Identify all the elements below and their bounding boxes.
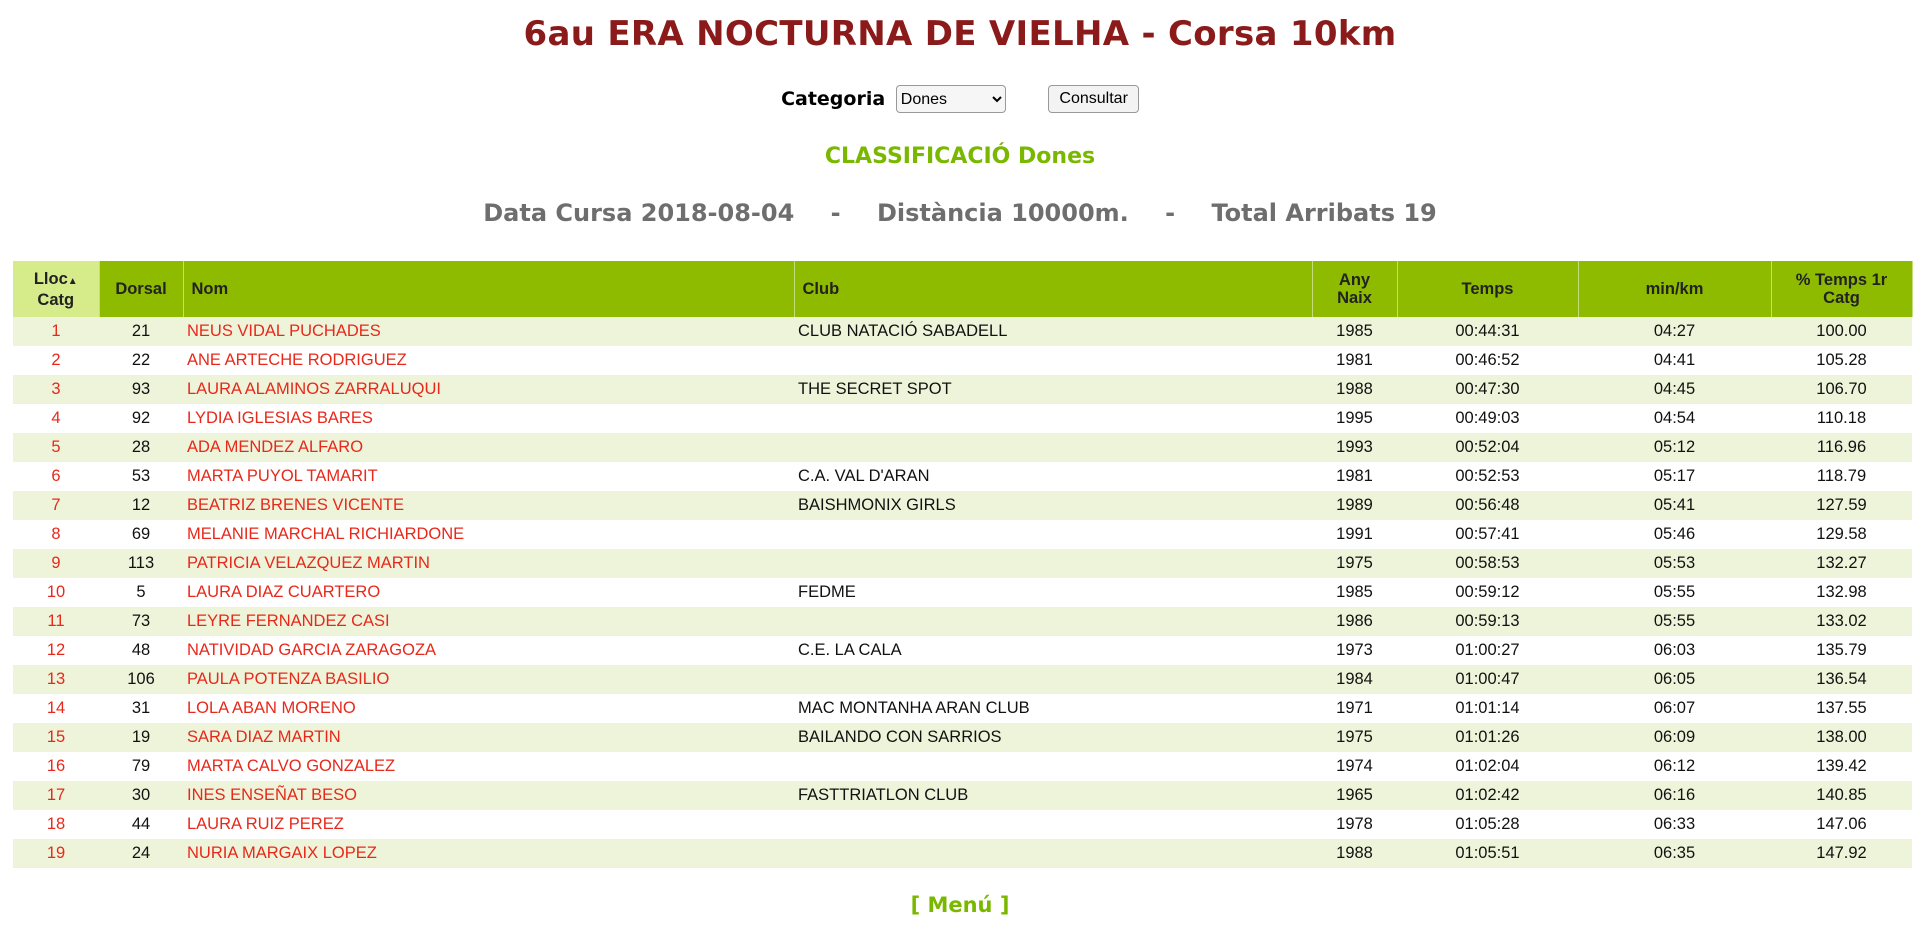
sort-ascending-icon: ▲ (67, 275, 78, 287)
cell-pace: 05:55 (1578, 607, 1771, 636)
cell-position[interactable]: 3 (13, 375, 99, 404)
cell-time: 00:46:52 (1397, 346, 1578, 375)
cell-dorsal: 73 (99, 607, 183, 636)
cell-time: 00:44:31 (1397, 317, 1578, 346)
cell-name[interactable]: LAURA RUIZ PEREZ (183, 810, 794, 839)
cell-dorsal: 30 (99, 781, 183, 810)
header-nom[interactable]: Nom (183, 261, 794, 317)
cell-time: 00:52:53 (1397, 462, 1578, 491)
header-club[interactable]: Club (794, 261, 1312, 317)
cell-pace: 04:27 (1578, 317, 1771, 346)
cell-birth-year: 1971 (1312, 694, 1397, 723)
cell-club (794, 520, 1312, 549)
cell-dorsal: 106 (99, 665, 183, 694)
cell-position[interactable]: 1 (13, 317, 99, 346)
cell-birth-year: 1989 (1312, 491, 1397, 520)
cell-club: CLUB NATACIÓ SABADELL (794, 317, 1312, 346)
results-table (13, 261, 1913, 868)
header-lloc-text: Lloc (33, 269, 68, 288)
cell-time: 01:00:47 (1397, 665, 1578, 694)
cell-dorsal: 19 (99, 723, 183, 752)
cell-pct-time: 138.00 (1771, 723, 1912, 752)
cell-name[interactable]: ANE ARTECHE RODRIGUEZ (183, 346, 794, 375)
cell-name[interactable]: LOLA ABAN MORENO (183, 694, 794, 723)
table-row (13, 317, 1912, 346)
cell-pct-time: 139.42 (1771, 752, 1912, 781)
table-row (13, 607, 1912, 636)
cell-pace: 04:41 (1578, 346, 1771, 375)
cell-birth-year: 1974 (1312, 752, 1397, 781)
cell-club: C.A. VAL D'ARAN (794, 462, 1312, 491)
cell-time: 00:57:41 (1397, 520, 1578, 549)
separator: - (1165, 199, 1176, 227)
cell-dorsal: 12 (99, 491, 183, 520)
cell-time: 01:05:51 (1397, 839, 1578, 868)
cell-position[interactable]: 14 (13, 694, 99, 723)
cell-dorsal: 31 (99, 694, 183, 723)
cell-name[interactable]: LEYRE FERNANDEZ CASI (183, 607, 794, 636)
cell-pace: 05:55 (1578, 578, 1771, 607)
cell-club (794, 607, 1312, 636)
menu-link[interactable]: [ Menú ] (910, 893, 1010, 917)
cell-pace: 05:12 (1578, 433, 1771, 462)
header-lloc-catg[interactable] (13, 261, 99, 317)
cell-position[interactable]: 7 (13, 491, 99, 520)
cell-name[interactable]: NEUS VIDAL PUCHADES (183, 317, 794, 346)
results-body (13, 317, 1912, 868)
cell-position[interactable]: 19 (13, 839, 99, 868)
table-row (13, 491, 1912, 520)
cell-pct-time: 135.79 (1771, 636, 1912, 665)
cell-club (794, 549, 1312, 578)
cell-position[interactable]: 6 (13, 462, 99, 491)
cell-position[interactable]: 15 (13, 723, 99, 752)
cell-birth-year: 1981 (1312, 462, 1397, 491)
cell-pct-time: 116.96 (1771, 433, 1912, 462)
cell-pct-time: 136.54 (1771, 665, 1912, 694)
cell-dorsal: 113 (99, 549, 183, 578)
table-row (13, 665, 1912, 694)
cell-pct-time: 147.92 (1771, 839, 1912, 868)
cell-time: 00:47:30 (1397, 375, 1578, 404)
cell-pct-time: 118.79 (1771, 462, 1912, 491)
cell-time: 00:58:53 (1397, 549, 1578, 578)
cell-club: FASTTRIATLON CLUB (794, 781, 1312, 810)
header-pct-catg-text: Catg (1823, 289, 1860, 307)
cell-birth-year: 1978 (1312, 810, 1397, 839)
cell-pace: 05:41 (1578, 491, 1771, 520)
cell-position[interactable]: 18 (13, 810, 99, 839)
table-row (13, 578, 1912, 607)
cell-name[interactable]: PATRICIA VELAZQUEZ MARTIN (183, 549, 794, 578)
cell-club (794, 752, 1312, 781)
cell-time: 01:01:14 (1397, 694, 1578, 723)
cell-time: 00:49:03 (1397, 404, 1578, 433)
cell-pace: 06:33 (1578, 810, 1771, 839)
consultar-button[interactable]: Consultar (1048, 85, 1138, 113)
cell-birth-year: 1991 (1312, 520, 1397, 549)
cell-pct-time: 140.85 (1771, 781, 1912, 810)
race-info (0, 199, 1920, 227)
cell-club (794, 839, 1312, 868)
cell-club: BAILANDO CON SARRIOS (794, 723, 1312, 752)
cell-time: 01:02:04 (1397, 752, 1578, 781)
cell-pace: 06:03 (1578, 636, 1771, 665)
cell-time: 00:56:48 (1397, 491, 1578, 520)
cell-club (794, 404, 1312, 433)
table-row (13, 752, 1912, 781)
cell-pct-time: 100.00 (1771, 317, 1912, 346)
cell-birth-year: 1973 (1312, 636, 1397, 665)
cell-dorsal: 28 (99, 433, 183, 462)
table-row (13, 462, 1912, 491)
cell-name[interactable]: LAURA DIAZ CUARTERO (183, 578, 794, 607)
cell-pct-time: 132.27 (1771, 549, 1912, 578)
cell-dorsal: 21 (99, 317, 183, 346)
cell-birth-year: 1993 (1312, 433, 1397, 462)
cell-pct-time: 106.70 (1771, 375, 1912, 404)
table-header-row (13, 261, 1912, 317)
cell-club (794, 433, 1312, 462)
cell-dorsal: 22 (99, 346, 183, 375)
cell-club: MAC MONTANHA ARAN CLUB (794, 694, 1312, 723)
cell-name[interactable]: ADA MENDEZ ALFARO (183, 433, 794, 462)
cell-name[interactable]: MELANIE MARCHAL RICHIARDONE (183, 520, 794, 549)
cell-club (794, 665, 1312, 694)
race-date: Data Cursa 2018-08-04 (483, 199, 795, 227)
cell-name[interactable]: INES ENSEÑAT BESO (183, 781, 794, 810)
cell-birth-year: 1985 (1312, 317, 1397, 346)
separator: - (830, 199, 841, 227)
cell-pct-time: 105.28 (1771, 346, 1912, 375)
cell-pct-time: 110.18 (1771, 404, 1912, 433)
cell-dorsal: 5 (99, 578, 183, 607)
cell-name[interactable]: NATIVIDAD GARCIA ZARAGOZA (183, 636, 794, 665)
header-temps[interactable]: Temps (1397, 261, 1578, 317)
race-distance: Distància 10000m. (876, 199, 1129, 227)
cell-position[interactable]: 13 (13, 665, 99, 694)
cell-dorsal: 93 (99, 375, 183, 404)
header-any-text: Any (1338, 271, 1371, 289)
header-pct-temps[interactable] (1771, 261, 1912, 317)
cell-birth-year: 1988 (1312, 375, 1397, 404)
cell-birth-year: 1975 (1312, 549, 1397, 578)
table-row (13, 375, 1912, 404)
table-row (13, 781, 1912, 810)
cell-pace: 05:53 (1578, 549, 1771, 578)
cell-time: 00:59:13 (1397, 607, 1578, 636)
table-row (13, 520, 1912, 549)
total-finishers: Total Arribats 19 (1211, 199, 1437, 227)
cell-position[interactable]: 4 (13, 404, 99, 433)
cell-birth-year: 1986 (1312, 607, 1397, 636)
cell-birth-year: 1975 (1312, 723, 1397, 752)
category-filter (0, 85, 1920, 113)
table-row (13, 810, 1912, 839)
cell-position[interactable]: 2 (13, 346, 99, 375)
page-title: 6au ERA NOCTURNA DE VIELHA - Corsa 10km (523, 14, 1397, 54)
cell-pct-time: 132.98 (1771, 578, 1912, 607)
cell-time: 00:52:04 (1397, 433, 1578, 462)
classification-title: CLASSIFICACIÓ Dones (824, 144, 1096, 169)
cell-dorsal: 48 (99, 636, 183, 665)
header-catg-text: Catg (37, 290, 75, 309)
cell-position[interactable]: 16 (13, 752, 99, 781)
cell-pace: 06:05 (1578, 665, 1771, 694)
cell-birth-year: 1965 (1312, 781, 1397, 810)
cell-name[interactable]: LAURA ALAMINOS ZARRALUQUI (183, 375, 794, 404)
cell-pct-time: 129.58 (1771, 520, 1912, 549)
cell-pct-time: 147.06 (1771, 810, 1912, 839)
cell-time: 01:01:26 (1397, 723, 1578, 752)
table-row (13, 723, 1912, 752)
cell-name[interactable]: SARA DIAZ MARTIN (183, 723, 794, 752)
cell-position[interactable]: 17 (13, 781, 99, 810)
category-label: Categoria (781, 88, 886, 110)
header-dorsal[interactable]: Dorsal (99, 261, 183, 317)
header-naix-text: Naix (1337, 289, 1372, 307)
cell-name[interactable]: PAULA POTENZA BASILIO (183, 665, 794, 694)
cell-position[interactable]: 11 (13, 607, 99, 636)
cell-club: C.E. LA CALA (794, 636, 1312, 665)
cell-birth-year: 1984 (1312, 665, 1397, 694)
cell-name[interactable]: LYDIA IGLESIAS BARES (183, 404, 794, 433)
cell-time: 00:59:12 (1397, 578, 1578, 607)
cell-name[interactable]: NURIA MARGAIX LOPEZ (183, 839, 794, 868)
cell-club: BAISHMONIX GIRLS (794, 491, 1312, 520)
cell-position[interactable]: 8 (13, 520, 99, 549)
cell-dorsal: 92 (99, 404, 183, 433)
table-row (13, 694, 1912, 723)
cell-birth-year: 1995 (1312, 404, 1397, 433)
category-select[interactable] (896, 85, 1006, 113)
table-row (13, 839, 1912, 868)
cell-dorsal: 79 (99, 752, 183, 781)
cell-position[interactable]: 5 (13, 433, 99, 462)
cell-time: 01:00:27 (1397, 636, 1578, 665)
cell-time: 01:02:42 (1397, 781, 1578, 810)
header-any-naix[interactable] (1312, 261, 1397, 317)
cell-dorsal: 53 (99, 462, 183, 491)
cell-name[interactable]: MARTA CALVO GONZALEZ (183, 752, 794, 781)
cell-position[interactable]: 10 (13, 578, 99, 607)
cell-club (794, 346, 1312, 375)
cell-club: FEDME (794, 578, 1312, 607)
cell-pct-time: 137.55 (1771, 694, 1912, 723)
cell-club (794, 810, 1312, 839)
cell-dorsal: 44 (99, 810, 183, 839)
table-row (13, 346, 1912, 375)
cell-birth-year: 1985 (1312, 578, 1397, 607)
cell-name[interactable]: MARTA PUYOL TAMARIT (183, 462, 794, 491)
cell-dorsal: 24 (99, 839, 183, 868)
cell-time: 01:05:28 (1397, 810, 1578, 839)
cell-pct-time: 133.02 (1771, 607, 1912, 636)
cell-name[interactable]: BEATRIZ BRENES VICENTE (183, 491, 794, 520)
table-row (13, 404, 1912, 433)
cell-pace: 06:16 (1578, 781, 1771, 810)
table-row (13, 433, 1912, 462)
cell-pace: 06:09 (1578, 723, 1771, 752)
cell-pace: 04:54 (1578, 404, 1771, 433)
header-pct-text: % Temps 1r (1795, 271, 1888, 289)
cell-club: THE SECRET SPOT (794, 375, 1312, 404)
cell-pace: 06:35 (1578, 839, 1771, 868)
cell-dorsal: 69 (99, 520, 183, 549)
cell-birth-year: 1988 (1312, 839, 1397, 868)
table-row (13, 636, 1912, 665)
table-row (13, 549, 1912, 578)
cell-pct-time: 127.59 (1771, 491, 1912, 520)
header-min-km[interactable]: min/km (1578, 261, 1771, 317)
cell-position[interactable]: 9 (13, 549, 99, 578)
cell-pace: 05:46 (1578, 520, 1771, 549)
cell-pace: 06:07 (1578, 694, 1771, 723)
cell-pace: 04:45 (1578, 375, 1771, 404)
cell-pace: 05:17 (1578, 462, 1771, 491)
cell-birth-year: 1981 (1312, 346, 1397, 375)
cell-position[interactable]: 12 (13, 636, 99, 665)
cell-pace: 06:12 (1578, 752, 1771, 781)
